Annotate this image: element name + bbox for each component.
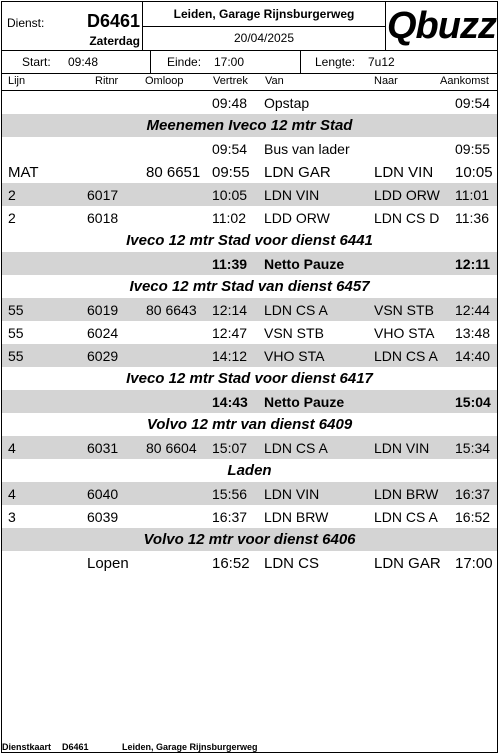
cell-aankomst: 12:11 (455, 256, 491, 272)
cell-ritnr: 6017 (87, 187, 119, 203)
cell-aankomst: 13:48 (455, 325, 491, 341)
cell-van: LDN GAR (264, 164, 331, 181)
pauze-row (2, 390, 497, 413)
table-row (2, 206, 497, 229)
header (2, 2, 497, 51)
cell-vertrek: 10:05 (212, 187, 248, 203)
pauze-row (2, 252, 497, 275)
cell-naar: LDN BRW (374, 486, 439, 502)
cell-van: LDN CS A (264, 440, 328, 456)
table-row (2, 436, 497, 459)
cell-lijn: 4 (8, 486, 16, 502)
section-title-text: Meenemen Iveco 12 mtr Stad (146, 117, 353, 134)
date: 20/04/2025 (233, 31, 295, 45)
cell-ritnr: 6031 (87, 440, 119, 456)
cell-vertrek: 12:14 (212, 302, 248, 318)
table-row (2, 344, 497, 367)
cell-vertrek: 11:39 (212, 256, 248, 272)
cell-van: LDN VIN (264, 187, 320, 203)
cell-ritnr: 6019 (87, 302, 119, 318)
cell-vertrek: 15:07 (212, 440, 248, 456)
cell-vertrek: 14:43 (212, 394, 248, 410)
info-bar (2, 51, 497, 74)
table-row (2, 183, 497, 206)
cell-vertrek: 15:56 (212, 486, 248, 502)
section-title-text: Volvo 12 mtr voor dienst 6406 (143, 531, 356, 548)
schedule-rows (2, 91, 497, 574)
cell-lijn: 55 (8, 348, 24, 364)
section-title (2, 528, 497, 551)
cell-aankomst: 11:01 (455, 187, 489, 203)
cell-naar: LDN CS D (374, 210, 440, 226)
table-row (2, 505, 497, 528)
cell-ritnr: 6024 (87, 325, 119, 341)
cell-aankomst: 09:54 (455, 95, 491, 111)
location: Leiden, Garage Rijnsburgerweg (143, 2, 385, 27)
cell-aankomst: 09:55 (455, 141, 491, 157)
column-header (2, 74, 497, 91)
lengte-value: 7u12 (368, 55, 395, 69)
col-naar: Naar (374, 75, 398, 87)
cell-omloop: 80 6604 (146, 440, 197, 456)
cell-ritnr: 6040 (87, 486, 119, 502)
cell-ritnr: 6029 (87, 348, 119, 364)
section-title (2, 229, 497, 252)
cell-aankomst: 15:04 (455, 394, 491, 410)
location-block (143, 2, 386, 50)
cell-naar: VSN STB (374, 302, 434, 318)
section-title (2, 114, 497, 137)
cell-van: Opstap (264, 95, 310, 111)
cell-van: LDN CS (264, 555, 320, 572)
section-title (2, 275, 497, 298)
cell-lijn: 4 (8, 440, 16, 456)
start-label: Start: (22, 55, 51, 69)
cell-aankomst: 14:40 (455, 348, 491, 364)
footer-label: Dienstkaart (2, 742, 52, 752)
cell-omloop: 80 6651 (146, 164, 201, 181)
cell-van: LDN BRW (264, 509, 329, 525)
cell-vertrek: 16:37 (212, 509, 248, 525)
col-vertrek: Vertrek (213, 75, 248, 87)
table-row (2, 91, 497, 114)
dienst-label: Dienst: (7, 16, 45, 30)
cell-aankomst: 16:52 (455, 509, 491, 525)
col-van: Van (265, 75, 284, 87)
cell-aankomst: 17:00 (455, 555, 493, 572)
section-title (2, 367, 497, 390)
cell-aankomst: 10:05 (455, 164, 493, 181)
cell-naar: LDN VIN (374, 164, 434, 181)
einde-time: 17:00 (214, 55, 245, 69)
dienstkaart (1, 1, 498, 753)
cell-aankomst: 16:37 (455, 486, 491, 502)
day-label: Zaterdag (89, 34, 140, 48)
footer-dienst: D6461 (62, 742, 89, 752)
cell-naar: LDD ORW (374, 187, 440, 203)
footer-location: Leiden, Garage Rijnsburgerweg (122, 742, 258, 752)
section-title-text: Laden (227, 462, 272, 479)
section-title (2, 459, 497, 482)
cell-lijn: 55 (8, 302, 24, 318)
section-title-text: Volvo 12 mtr van dienst 6409 (146, 416, 353, 433)
cell-ritnr: Lopen (87, 555, 129, 572)
cell-vertrek: 16:52 (212, 555, 250, 572)
cell-naar: LDN CS A (374, 509, 438, 525)
cell-naar: VHO STA (374, 325, 435, 341)
col-ritnr: Ritnr (95, 75, 119, 87)
cell-naar: LDN VIN (374, 440, 430, 456)
section-title-text: Iveco 12 mtr Stad voor dienst 6441 (126, 232, 373, 249)
col-aankomst: Aankomst (440, 75, 489, 87)
cell-lijn: MAT (8, 164, 39, 181)
cell-naar: LDN CS A (374, 348, 438, 364)
cell-vertrek: 09:55 (212, 164, 250, 181)
einde-label: Einde: (167, 55, 202, 69)
cell-lijn: 2 (8, 210, 16, 226)
cell-aankomst: 15:34 (455, 440, 491, 456)
cell-omloop: 80 6643 (146, 302, 197, 318)
cell-van: Bus van lader (264, 141, 350, 157)
cell-aankomst: 11:36 (455, 210, 489, 226)
cell-vertrek: 11:02 (212, 210, 246, 226)
section-title-text: Iveco 12 mtr Stad voor dienst 6417 (126, 370, 373, 387)
cell-van: LDD ORW (264, 210, 330, 226)
cell-vertrek: 09:48 (212, 95, 248, 111)
cell-naar: LDN GAR (374, 555, 441, 572)
table-row (2, 137, 497, 160)
section-title (2, 413, 497, 436)
cell-aankomst: 12:44 (455, 302, 491, 318)
col-lijn: Lijn (8, 75, 26, 87)
dienst-number: D6461 (86, 11, 140, 31)
qbuzz-logo: Qbuzz (387, 5, 496, 47)
cell-van: Netto Pauze (264, 394, 345, 410)
section-title-text: Iveco 12 mtr Stad van dienst 6457 (129, 278, 370, 295)
col-omloop: Omloop (145, 75, 184, 87)
start-time: 09:48 (68, 55, 99, 69)
cell-van: LDN VIN (264, 486, 320, 502)
table-row (2, 551, 497, 574)
cell-ritnr: 6018 (87, 210, 119, 226)
table-row (2, 482, 497, 505)
table-row (2, 160, 497, 183)
table-row (2, 321, 497, 344)
cell-vertrek: 14:12 (212, 348, 248, 364)
cell-van: VSN STB (264, 325, 324, 341)
cell-vertrek: 09:54 (212, 141, 248, 157)
lengte-label: Lengte: (315, 55, 356, 69)
cell-lijn: 3 (8, 509, 16, 525)
cell-van: LDN CS A (264, 302, 328, 318)
cell-van: Netto Pauze (264, 256, 345, 272)
cell-lijn: 2 (8, 187, 16, 203)
cell-vertrek: 12:47 (212, 325, 248, 341)
table-row (2, 298, 497, 321)
dienst-block (2, 2, 143, 50)
cell-lijn: 55 (8, 325, 24, 341)
cell-ritnr: 6039 (87, 509, 119, 525)
footer (2, 742, 497, 754)
cell-van: VHO STA (264, 348, 325, 364)
